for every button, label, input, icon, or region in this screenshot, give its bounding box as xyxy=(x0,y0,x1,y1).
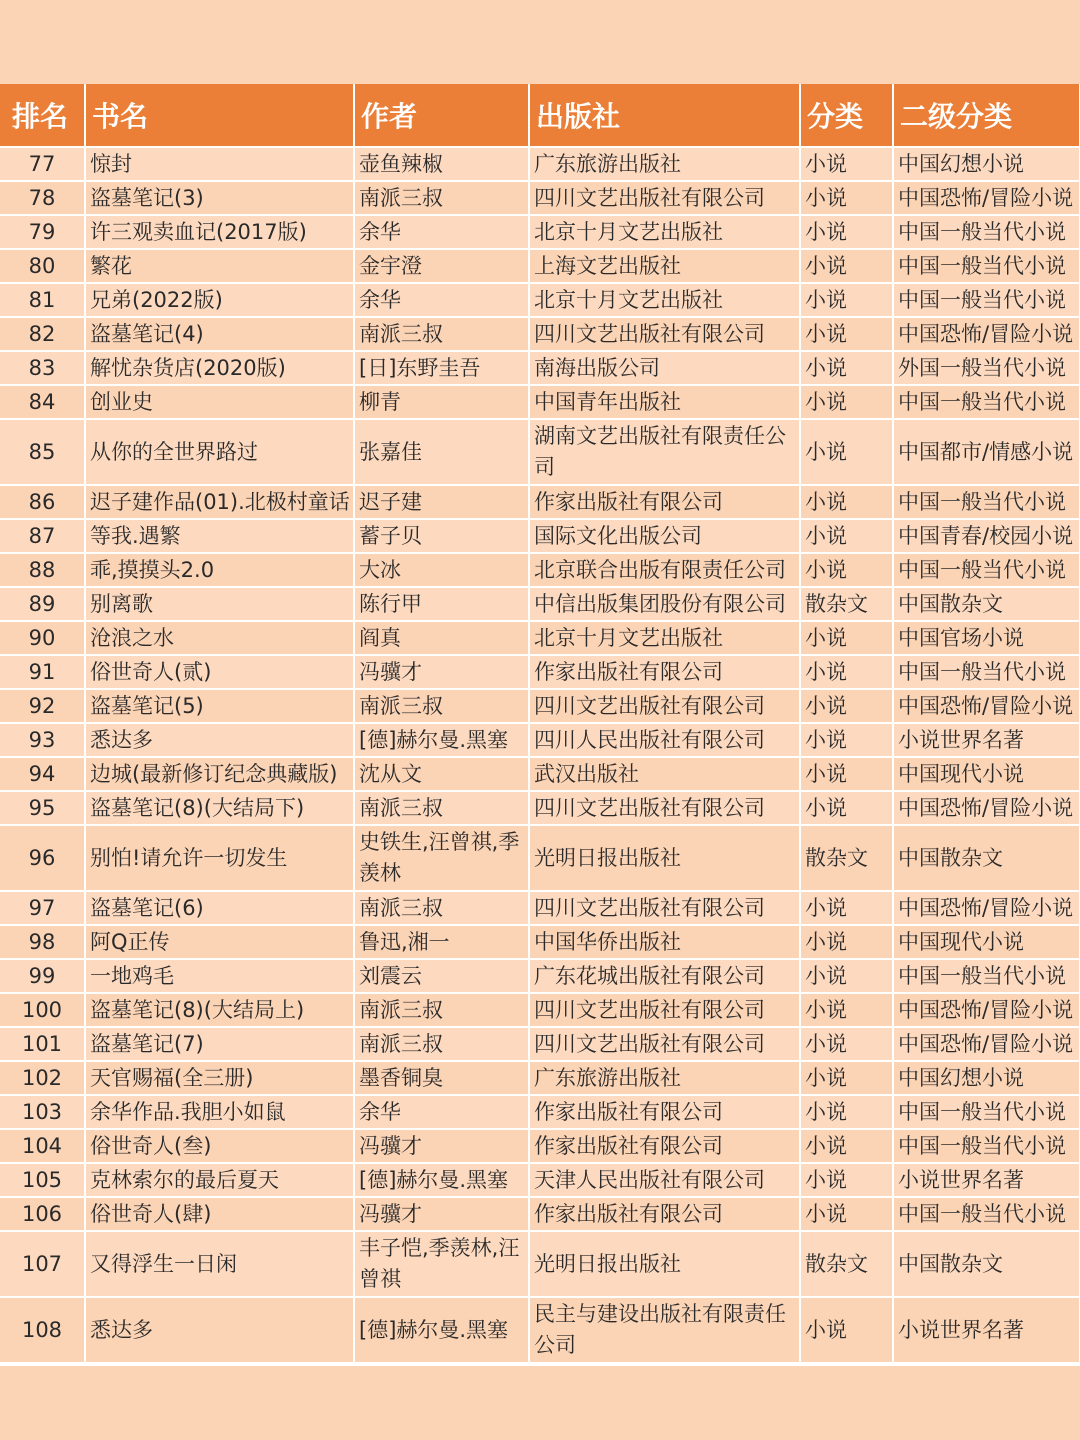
cell-rank: 103 xyxy=(0,1095,85,1129)
table-row xyxy=(0,723,1080,757)
cell-subcategory: 中国现代小说 xyxy=(893,925,1080,959)
cell-category: 小说 xyxy=(800,1197,893,1231)
cell-title: 从你的全世界路过 xyxy=(85,419,354,485)
book-ranking-table xyxy=(0,84,1080,1364)
table-row xyxy=(0,181,1080,215)
table-row xyxy=(0,249,1080,283)
cell-publisher: 中信出版集团股份有限公司 xyxy=(529,587,800,621)
cell-rank: 96 xyxy=(0,825,85,891)
table-row xyxy=(0,689,1080,723)
cell-category: 小说 xyxy=(800,1297,893,1363)
cell-author: 大冰 xyxy=(354,553,529,587)
cell-rank: 108 xyxy=(0,1297,85,1363)
cell-author: 金宇澄 xyxy=(354,249,529,283)
cell-author: 陈行甲 xyxy=(354,587,529,621)
table-row xyxy=(0,1197,1080,1231)
cell-publisher: 作家出版社有限公司 xyxy=(529,485,800,519)
cell-rank: 105 xyxy=(0,1163,85,1197)
header-author: 作者 xyxy=(354,84,529,147)
cell-author: 冯骥才 xyxy=(354,655,529,689)
cell-publisher: 北京十月文艺出版社 xyxy=(529,283,800,317)
cell-rank: 93 xyxy=(0,723,85,757)
table-body xyxy=(0,147,1080,1363)
cell-category: 小说 xyxy=(800,419,893,485)
cell-title: 俗世奇人(叁) xyxy=(85,1129,354,1163)
cell-title: 盗墓笔记(3) xyxy=(85,181,354,215)
cell-author: 丰子恺,季羡林,汪曾祺 xyxy=(354,1231,529,1297)
cell-author: 刘震云 xyxy=(354,959,529,993)
cell-title: 盗墓笔记(8)(大结局上) xyxy=(85,993,354,1027)
cell-category: 小说 xyxy=(800,1061,893,1095)
cell-publisher: 光明日报出版社 xyxy=(529,825,800,891)
cell-category: 小说 xyxy=(800,757,893,791)
table-row xyxy=(0,485,1080,519)
cell-title: 迟子建作品(01).北极村童话 xyxy=(85,485,354,519)
cell-publisher: 北京联合出版有限责任公司 xyxy=(529,553,800,587)
cell-category: 小说 xyxy=(800,385,893,419)
cell-title: 盗墓笔记(4) xyxy=(85,317,354,351)
cell-publisher: 北京十月文艺出版社 xyxy=(529,621,800,655)
cell-subcategory: 中国散杂文 xyxy=(893,1231,1080,1297)
header-publisher: 出版社 xyxy=(529,84,800,147)
cell-category: 小说 xyxy=(800,351,893,385)
cell-rank: 102 xyxy=(0,1061,85,1095)
cell-author: 冯骥才 xyxy=(354,1197,529,1231)
cell-publisher: 中国华侨出版社 xyxy=(529,925,800,959)
cell-author: 余华 xyxy=(354,215,529,249)
cell-subcategory: 中国一般当代小说 xyxy=(893,385,1080,419)
cell-subcategory: 中国一般当代小说 xyxy=(893,249,1080,283)
cell-author: 南派三叔 xyxy=(354,689,529,723)
cell-title: 盗墓笔记(6) xyxy=(85,891,354,925)
cell-author: 余华 xyxy=(354,1095,529,1129)
cell-rank: 106 xyxy=(0,1197,85,1231)
cell-title: 边城(最新修订纪念典藏版) xyxy=(85,757,354,791)
cell-author: 柳青 xyxy=(354,385,529,419)
cell-publisher: 四川文艺出版社有限公司 xyxy=(529,689,800,723)
cell-rank: 92 xyxy=(0,689,85,723)
cell-category: 小说 xyxy=(800,959,893,993)
cell-category: 小说 xyxy=(800,249,893,283)
cell-rank: 94 xyxy=(0,757,85,791)
table-row xyxy=(0,215,1080,249)
cell-category: 散杂文 xyxy=(800,1231,893,1297)
cell-title: 兄弟(2022版) xyxy=(85,283,354,317)
cell-publisher: 光明日报出版社 xyxy=(529,1231,800,1297)
table-row xyxy=(0,925,1080,959)
cell-title: 盗墓笔记(8)(大结局下) xyxy=(85,791,354,825)
cell-publisher: 作家出版社有限公司 xyxy=(529,655,800,689)
table-row xyxy=(0,757,1080,791)
cell-author: 壶鱼辣椒 xyxy=(354,147,529,181)
cell-author: 南派三叔 xyxy=(354,181,529,215)
table-row xyxy=(0,1129,1080,1163)
cell-category: 小说 xyxy=(800,485,893,519)
cell-rank: 85 xyxy=(0,419,85,485)
cell-author: 余华 xyxy=(354,283,529,317)
cell-title: 盗墓笔记(7) xyxy=(85,1027,354,1061)
cell-subcategory: 中国一般当代小说 xyxy=(893,1129,1080,1163)
cell-subcategory: 中国青春/校园小说 xyxy=(893,519,1080,553)
cell-title: 别离歌 xyxy=(85,587,354,621)
cell-rank: 79 xyxy=(0,215,85,249)
table-row xyxy=(0,519,1080,553)
table-bottom-border xyxy=(0,1364,1080,1366)
table-row xyxy=(0,1027,1080,1061)
cell-publisher: 作家出版社有限公司 xyxy=(529,1095,800,1129)
cell-publisher: 广东旅游出版社 xyxy=(529,1061,800,1095)
cell-subcategory: 中国一般当代小说 xyxy=(893,485,1080,519)
cell-subcategory: 小说世界名著 xyxy=(893,723,1080,757)
table-row xyxy=(0,891,1080,925)
cell-publisher: 天津人民出版社有限公司 xyxy=(529,1163,800,1197)
table-row xyxy=(0,621,1080,655)
cell-author: [德]赫尔曼.黑塞 xyxy=(354,1163,529,1197)
cell-author: 墨香铜臭 xyxy=(354,1061,529,1095)
cell-author: 阎真 xyxy=(354,621,529,655)
table-header-row xyxy=(0,84,1080,147)
cell-category: 小说 xyxy=(800,519,893,553)
cell-category: 小说 xyxy=(800,215,893,249)
cell-author: 冯骥才 xyxy=(354,1129,529,1163)
cell-category: 小说 xyxy=(800,891,893,925)
cell-subcategory: 中国一般当代小说 xyxy=(893,283,1080,317)
cell-subcategory: 中国恐怖/冒险小说 xyxy=(893,181,1080,215)
table-row xyxy=(0,419,1080,485)
cell-title: 又得浮生一日闲 xyxy=(85,1231,354,1297)
table-row xyxy=(0,1297,1080,1363)
cell-publisher: 中国青年出版社 xyxy=(529,385,800,419)
cell-publisher: 四川文艺出版社有限公司 xyxy=(529,993,800,1027)
cell-author: 迟子建 xyxy=(354,485,529,519)
cell-rank: 107 xyxy=(0,1231,85,1297)
cell-publisher: 作家出版社有限公司 xyxy=(529,1129,800,1163)
header-subcategory: 二级分类 xyxy=(893,84,1080,147)
cell-rank: 87 xyxy=(0,519,85,553)
table-row xyxy=(0,553,1080,587)
cell-category: 小说 xyxy=(800,723,893,757)
table-row xyxy=(0,385,1080,419)
cell-title: 等我.遇繁 xyxy=(85,519,354,553)
table-row xyxy=(0,147,1080,181)
cell-title: 俗世奇人(贰) xyxy=(85,655,354,689)
cell-subcategory: 小说世界名著 xyxy=(893,1297,1080,1363)
cell-publisher: 北京十月文艺出版社 xyxy=(529,215,800,249)
cell-subcategory: 中国散杂文 xyxy=(893,825,1080,891)
cell-subcategory: 中国一般当代小说 xyxy=(893,553,1080,587)
table-row xyxy=(0,959,1080,993)
cell-category: 小说 xyxy=(800,1129,893,1163)
cell-subcategory: 中国恐怖/冒险小说 xyxy=(893,1027,1080,1061)
cell-publisher: 四川文艺出版社有限公司 xyxy=(529,181,800,215)
cell-subcategory: 中国一般当代小说 xyxy=(893,1197,1080,1231)
cell-rank: 78 xyxy=(0,181,85,215)
table-row xyxy=(0,655,1080,689)
cell-title: 别怕!请允许一切发生 xyxy=(85,825,354,891)
cell-category: 小说 xyxy=(800,993,893,1027)
cell-category: 小说 xyxy=(800,553,893,587)
cell-category: 小说 xyxy=(800,791,893,825)
cell-subcategory: 中国恐怖/冒险小说 xyxy=(893,891,1080,925)
cell-rank: 91 xyxy=(0,655,85,689)
ranking-table-container xyxy=(0,84,1080,1364)
cell-title: 俗世奇人(肆) xyxy=(85,1197,354,1231)
cell-category: 小说 xyxy=(800,925,893,959)
cell-publisher: 武汉出版社 xyxy=(529,757,800,791)
cell-title: 阿Q正传 xyxy=(85,925,354,959)
cell-subcategory: 中国现代小说 xyxy=(893,757,1080,791)
cell-subcategory: 中国都市/情感小说 xyxy=(893,419,1080,485)
table-row xyxy=(0,317,1080,351)
cell-subcategory: 中国恐怖/冒险小说 xyxy=(893,689,1080,723)
cell-publisher: 南海出版公司 xyxy=(529,351,800,385)
cell-author: 蓄子贝 xyxy=(354,519,529,553)
table-row xyxy=(0,993,1080,1027)
cell-publisher: 四川人民出版社有限公司 xyxy=(529,723,800,757)
cell-category: 小说 xyxy=(800,1027,893,1061)
cell-title: 惊封 xyxy=(85,147,354,181)
cell-subcategory: 中国恐怖/冒险小说 xyxy=(893,317,1080,351)
cell-category: 小说 xyxy=(800,181,893,215)
cell-publisher: 民主与建设出版社有限责任公司 xyxy=(529,1297,800,1363)
cell-author: [德]赫尔曼.黑塞 xyxy=(354,723,529,757)
table-row xyxy=(0,1163,1080,1197)
cell-publisher: 湖南文艺出版社有限责任公司 xyxy=(529,419,800,485)
cell-author: 南派三叔 xyxy=(354,993,529,1027)
cell-title: 沧浪之水 xyxy=(85,621,354,655)
cell-publisher: 作家出版社有限公司 xyxy=(529,1197,800,1231)
cell-category: 小说 xyxy=(800,1163,893,1197)
cell-rank: 95 xyxy=(0,791,85,825)
table-row xyxy=(0,825,1080,891)
cell-rank: 86 xyxy=(0,485,85,519)
cell-rank: 89 xyxy=(0,587,85,621)
cell-author: 沈从文 xyxy=(354,757,529,791)
table-row xyxy=(0,587,1080,621)
cell-category: 散杂文 xyxy=(800,825,893,891)
cell-category: 小说 xyxy=(800,655,893,689)
cell-title: 悉达多 xyxy=(85,1297,354,1363)
cell-subcategory: 中国恐怖/冒险小说 xyxy=(893,993,1080,1027)
table-row xyxy=(0,1061,1080,1095)
cell-subcategory: 中国一般当代小说 xyxy=(893,959,1080,993)
cell-rank: 104 xyxy=(0,1129,85,1163)
cell-title: 克林索尔的最后夏天 xyxy=(85,1163,354,1197)
cell-rank: 101 xyxy=(0,1027,85,1061)
table-row xyxy=(0,1231,1080,1297)
cell-category: 小说 xyxy=(800,317,893,351)
cell-rank: 98 xyxy=(0,925,85,959)
cell-publisher: 广东旅游出版社 xyxy=(529,147,800,181)
cell-category: 小说 xyxy=(800,283,893,317)
cell-subcategory: 中国幻想小说 xyxy=(893,147,1080,181)
cell-author: [德]赫尔曼.黑塞 xyxy=(354,1297,529,1363)
header-category: 分类 xyxy=(800,84,893,147)
cell-title: 余华作品.我胆小如鼠 xyxy=(85,1095,354,1129)
cell-publisher: 上海文艺出版社 xyxy=(529,249,800,283)
cell-title: 乖,摸摸头2.0 xyxy=(85,553,354,587)
cell-publisher: 广东花城出版社有限公司 xyxy=(529,959,800,993)
header-title: 书名 xyxy=(85,84,354,147)
cell-subcategory: 中国散杂文 xyxy=(893,587,1080,621)
cell-title: 许三观卖血记(2017版) xyxy=(85,215,354,249)
cell-category: 小说 xyxy=(800,147,893,181)
cell-rank: 90 xyxy=(0,621,85,655)
cell-rank: 81 xyxy=(0,283,85,317)
table-row xyxy=(0,351,1080,385)
cell-rank: 97 xyxy=(0,891,85,925)
header-rank: 排名 xyxy=(0,84,85,147)
cell-subcategory: 中国官场小说 xyxy=(893,621,1080,655)
cell-publisher: 四川文艺出版社有限公司 xyxy=(529,317,800,351)
cell-rank: 83 xyxy=(0,351,85,385)
cell-title: 一地鸡毛 xyxy=(85,959,354,993)
cell-category: 散杂文 xyxy=(800,587,893,621)
cell-subcategory: 中国一般当代小说 xyxy=(893,655,1080,689)
cell-subcategory: 外国一般当代小说 xyxy=(893,351,1080,385)
cell-subcategory: 中国一般当代小说 xyxy=(893,1095,1080,1129)
cell-subcategory: 中国一般当代小说 xyxy=(893,215,1080,249)
cell-publisher: 四川文艺出版社有限公司 xyxy=(529,791,800,825)
cell-subcategory: 小说世界名著 xyxy=(893,1163,1080,1197)
cell-title: 创业史 xyxy=(85,385,354,419)
table-row xyxy=(0,791,1080,825)
cell-title: 天官赐福(全三册) xyxy=(85,1061,354,1095)
cell-title: 繁花 xyxy=(85,249,354,283)
cell-author: 史铁生,汪曾祺,季羡林 xyxy=(354,825,529,891)
cell-title: 盗墓笔记(5) xyxy=(85,689,354,723)
cell-subcategory: 中国恐怖/冒险小说 xyxy=(893,791,1080,825)
table-row xyxy=(0,1095,1080,1129)
cell-rank: 99 xyxy=(0,959,85,993)
cell-title: 解忧杂货店(2020版) xyxy=(85,351,354,385)
cell-rank: 77 xyxy=(0,147,85,181)
cell-publisher: 四川文艺出版社有限公司 xyxy=(529,1027,800,1061)
cell-title: 悉达多 xyxy=(85,723,354,757)
cell-author: 南派三叔 xyxy=(354,891,529,925)
cell-author: [日]东野圭吾 xyxy=(354,351,529,385)
cell-author: 南派三叔 xyxy=(354,317,529,351)
cell-publisher: 四川文艺出版社有限公司 xyxy=(529,891,800,925)
table-row xyxy=(0,283,1080,317)
cell-author: 张嘉佳 xyxy=(354,419,529,485)
cell-rank: 82 xyxy=(0,317,85,351)
cell-category: 小说 xyxy=(800,689,893,723)
cell-rank: 80 xyxy=(0,249,85,283)
cell-rank: 100 xyxy=(0,993,85,1027)
cell-author: 南派三叔 xyxy=(354,791,529,825)
cell-category: 小说 xyxy=(800,1095,893,1129)
cell-rank: 88 xyxy=(0,553,85,587)
cell-category: 小说 xyxy=(800,621,893,655)
cell-author: 南派三叔 xyxy=(354,1027,529,1061)
cell-author: 鲁迅,湘一 xyxy=(354,925,529,959)
cell-subcategory: 中国幻想小说 xyxy=(893,1061,1080,1095)
cell-rank: 84 xyxy=(0,385,85,419)
cell-publisher: 国际文化出版公司 xyxy=(529,519,800,553)
